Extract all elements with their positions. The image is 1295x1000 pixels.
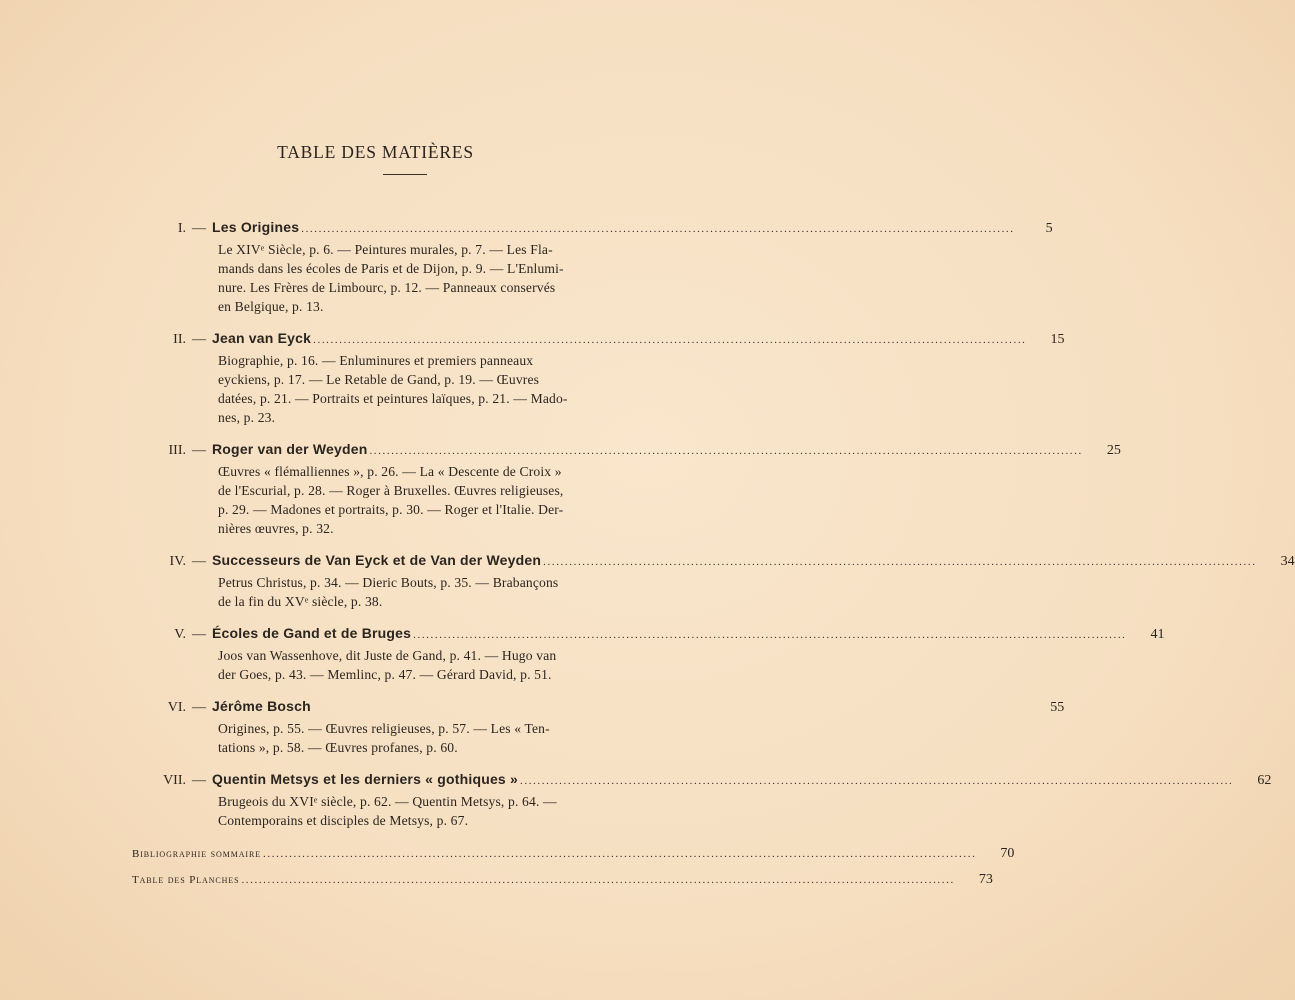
- title-rule: [383, 174, 427, 175]
- chapter-description: [218, 646, 656, 684]
- chapter-number: IV.: [169, 554, 186, 569]
- chapter-number: I.: [177, 221, 186, 236]
- chapter-number: II.: [173, 332, 186, 347]
- chapter-title: Quentin Metsys et les derniers « gothiques »: [212, 771, 518, 787]
- description-line: tations », p. 58. — Œuvres profanes, p. 60.: [218, 740, 458, 755]
- page-number: 34: [1280, 554, 1295, 569]
- toc-entry-5: [130, 625, 1165, 684]
- description-line: Petrus Christus, p. 34. — Dieric Bouts, p. 35. — Brabançons: [218, 575, 559, 590]
- chapter-title: Les Origines: [212, 219, 300, 235]
- dot-leader: ....................................................................................................................................................................: [413, 629, 1127, 641]
- page-number: 70: [1000, 846, 1015, 861]
- chapter-description: [218, 351, 656, 427]
- description-line: nure. Les Frères de Limbourc, p. 12. — Panneaux conservés: [218, 280, 556, 295]
- page-number: 15: [1050, 332, 1065, 347]
- toc-entry-head: [130, 441, 1121, 461]
- toc-entry-head: [130, 771, 1272, 791]
- page-title: TABLE DES MATIÈRES: [277, 142, 474, 162]
- chapter-dash: —: [192, 332, 206, 347]
- appendix-title: Table des Planches: [132, 874, 240, 886]
- page-number: 55: [1050, 700, 1065, 715]
- toc-entry-4: [130, 552, 1295, 611]
- dot-leader: ....................................................................................................................................................................: [263, 848, 977, 860]
- toc-entry-bibliography: [132, 846, 1015, 872]
- description-line: de la fin du XVᵉ siècle, p. 38.: [218, 594, 383, 609]
- page-number: 41: [1150, 627, 1165, 642]
- chapter-dash: —: [192, 773, 206, 788]
- appendix-title: Bibliographie sommaire: [132, 848, 262, 860]
- chapter-description: [218, 462, 656, 538]
- toc-entry-6: [130, 698, 1065, 757]
- toc-entry-1: [130, 219, 1053, 316]
- chapter-title: Jérôme Bosch: [212, 698, 311, 714]
- description-line: Biographie, p. 16. — Enluminures et premiers panneaux: [218, 353, 534, 368]
- description-line: Joos van Wassenhove, dit Juste de Gand, p. 41. — Hugo van: [218, 648, 557, 663]
- toc-entry-head: [130, 552, 1295, 572]
- toc-entry-head: [130, 219, 1053, 239]
- dot-leader: ....................................................................................................................................................................: [313, 334, 1027, 346]
- toc-entry-plates: [132, 872, 993, 898]
- page-number: 62: [1257, 773, 1272, 788]
- toc-entry-2: [130, 330, 1065, 427]
- dot-leader: ....................................................................................................................................................................: [543, 556, 1257, 568]
- page-number: 73: [978, 872, 993, 887]
- toc-entry-3: [130, 441, 1121, 538]
- chapter-number: V.: [174, 627, 186, 642]
- chapter-dash: —: [192, 627, 206, 642]
- description-line: en Belgique, p. 13.: [218, 299, 324, 314]
- description-line: p. 29. — Madones et portraits, p. 30. — Roger et l'Italie. Der-: [218, 502, 564, 517]
- description-line: Contemporains et disciples de Metsys, p. 67.: [218, 813, 469, 828]
- chapter-description: [218, 240, 656, 316]
- chapter-description: [218, 573, 656, 611]
- dot-leader: ....................................................................................................................................................................: [301, 223, 1015, 235]
- description-line: nes, p. 23.: [218, 410, 276, 425]
- description-line: Brugeois du XVIᵉ siècle, p. 62. — Quentin Metsys, p. 64. —: [218, 794, 557, 809]
- description-line: Le XIVᵉ Siècle, p. 6. — Peintures murales, p. 7. — Les Fla-: [218, 242, 553, 257]
- description-line: mands dans les écoles de Paris et de Dijon, p. 9. — L'Enlumi-: [218, 261, 564, 276]
- appendix-list: [132, 846, 1015, 898]
- description-line: de l'Escurial, p. 28. — Roger à Bruxelles. Œuvres religieuses,: [218, 483, 564, 498]
- page-number: 25: [1106, 443, 1121, 458]
- chapter-dash: —: [192, 700, 206, 715]
- page-number: 5: [1045, 221, 1053, 236]
- chapter-number: VII.: [163, 773, 186, 788]
- description-line: datées, p. 21. — Portraits et peintures laïques, p. 21. — Mado-: [218, 391, 568, 406]
- dot-leader: ....................................................................................................................................................................: [520, 775, 1234, 787]
- chapter-dash: —: [192, 554, 206, 569]
- chapter-description: [218, 719, 656, 757]
- toc-entry-head: [130, 625, 1165, 645]
- description-line: nières œuvres, p. 32.: [218, 521, 334, 536]
- table-of-contents: [130, 219, 1295, 898]
- chapter-title: Écoles de Gand et de Bruges: [212, 625, 412, 641]
- chapter-description: [218, 792, 656, 830]
- toc-entry-7: [130, 771, 1272, 830]
- toc-entry-head: [130, 330, 1065, 350]
- toc-entry-head: [130, 698, 1065, 718]
- chapter-title: Successeurs de Van Eyck et de Van der Weyden: [212, 552, 542, 568]
- chapter-dash: —: [192, 221, 206, 236]
- dot-leader: ....................................................................................................................................................................: [369, 445, 1083, 457]
- chapter-dash: —: [192, 443, 206, 458]
- chapter-number: VI.: [167, 700, 186, 715]
- chapter-number: III.: [168, 443, 186, 458]
- chapter-title: Jean van Eyck: [212, 330, 312, 346]
- description-line: Œuvres « flémalliennes », p. 26. — La « Descente de Croix »: [218, 464, 562, 479]
- dot-leader: ....................................................................................................................................................................: [241, 874, 955, 886]
- description-line: der Goes, p. 43. — Memlinc, p. 47. — Gérard David, p. 51.: [218, 667, 552, 682]
- description-line: eyckiens, p. 17. — Le Retable de Gand, p. 19. — Œuvres: [218, 372, 540, 387]
- description-line: Origines, p. 55. — Œuvres religieuses, p. 57. — Les « Ten-: [218, 721, 550, 736]
- chapter-title: Roger van der Weyden: [212, 441, 368, 457]
